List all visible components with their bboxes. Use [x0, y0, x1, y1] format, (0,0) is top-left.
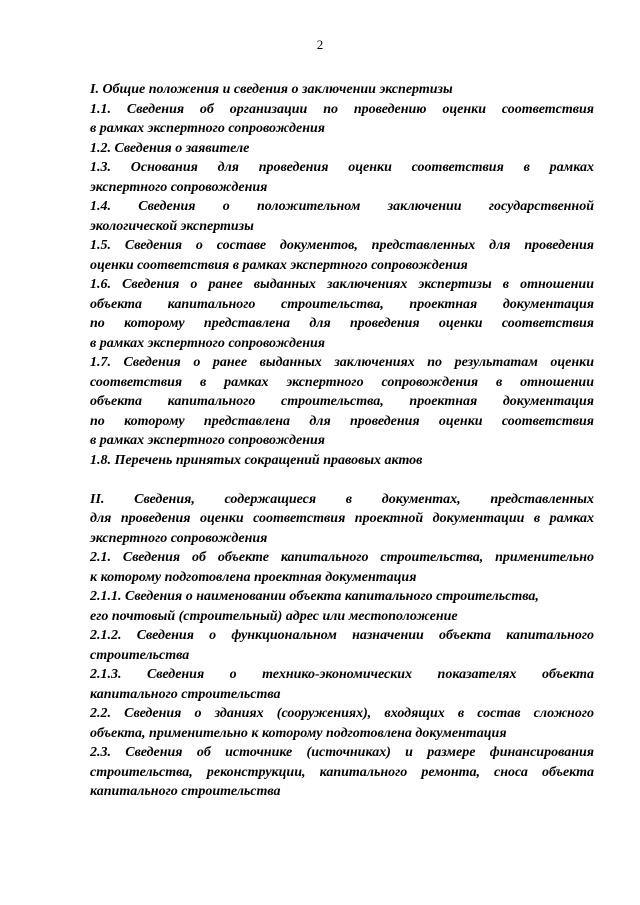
toc-entry-line: в рамках экспертного сопровождения [90, 433, 325, 448]
toc-entry-line: капитального строительства [90, 686, 281, 702]
toc-entry [90, 451, 594, 471]
toc-entry-line: 1.7. Сведения о ранее выданных заключениях по результатам оценки [90, 355, 594, 370]
toc-entry [90, 743, 594, 802]
toc-entry-line: 1.8. Перечень принятых сокращений правовых актов [90, 452, 423, 468]
toc-entry [90, 490, 594, 549]
toc-entry [90, 626, 594, 665]
toc-entry [90, 275, 594, 353]
toc-entry [90, 353, 594, 451]
section-spacer [90, 470, 594, 490]
toc-entry-line: 1.3. Основания для проведения оценки соответствия в рамках [90, 160, 594, 175]
toc-entry-line: оценки соответствия в рамках экспертного сопровождения [90, 257, 468, 273]
toc-entry-line: экспертного сопровождения [90, 179, 268, 195]
toc-entry [90, 236, 594, 275]
toc-entry-line: экспертного сопровождения [90, 530, 268, 546]
toc-entry-line: по которому представлена для проведения оценки соответствия [90, 316, 594, 331]
toc-entry-line: 2.1.2. Сведения о функциональном назначении объекта капитального [90, 628, 594, 643]
toc-entry [90, 197, 594, 236]
toc-entry-line: строительства, реконструкции, капитального ремонта, сноса объекта [90, 764, 594, 780]
toc-entry-line: его почтовый (строительный) адрес или местоположение [90, 608, 458, 624]
toc-entry-line: 1.1. Сведения об организации по проведению оценки соответствия [90, 101, 594, 117]
toc-entry-line: строительства [90, 647, 190, 663]
toc-entry [90, 548, 594, 587]
toc-entry-line: по которому представлена для проведения оценки соответствия [90, 413, 594, 429]
toc-entry [90, 158, 594, 197]
toc-entry [90, 80, 594, 100]
toc-entry [90, 704, 594, 743]
toc-section-2 [90, 490, 594, 802]
toc-entry-line: 1.4. Сведения о положительном заключении государственной [90, 199, 594, 214]
table-of-contents [90, 80, 594, 802]
toc-entry-line: 1.5. Сведения о составе документов, представленных для проведения [90, 238, 594, 253]
toc-entry-line: соответствия в рамках экспертного сопровождения в отношении [90, 374, 594, 390]
toc-entry-line: 2.3. Сведения об источнике (источниках) и размере финансирования [90, 745, 594, 760]
page-number: 2 [316, 37, 324, 52]
toc-entry-line: в рамках экспертного сопровождения [90, 121, 325, 136]
toc-entry [90, 139, 594, 159]
toc-entry-line: 2.1. Сведения об объекте капитального строительства, применительно [90, 550, 594, 565]
toc-entry-line: I. Общие положения и сведения о заключении экспертизы [90, 82, 453, 97]
toc-entry-line: 2.2. Сведения о зданиях (сооружениях), входящих в состав сложного [90, 706, 594, 721]
toc-entry-line: 1.6. Сведения о ранее выданных заключениях экспертизы в отношении [90, 277, 594, 292]
toc-entry-line: 2.1.3. Сведения о технико-экономических показателях объекта [90, 667, 594, 682]
toc-entry-line: капитального строительства [90, 784, 281, 799]
toc-entry-line: объекта капитального строительства, проектная документация [90, 296, 594, 312]
toc-section-1 [90, 80, 594, 470]
toc-entry-line: 1.2. Сведения о заявителе [90, 140, 250, 156]
toc-entry [90, 665, 594, 704]
toc-entry [90, 100, 594, 139]
toc-entry-line: II. Сведения, содержащиеся в документах, представленных [90, 491, 594, 507]
toc-entry-line: в рамках экспертного сопровождения [90, 335, 325, 351]
toc-entry-line: для проведения оценки соответствия проектной документации в рамках [90, 511, 594, 526]
toc-entry-line: объекта капитального строительства, проектная документация [90, 394, 594, 409]
toc-entry-line: к которому подготовлена проектная документация [90, 569, 417, 585]
toc-entry-line: 2.1.1. Сведения о наименовании объекта капитального строительства, [90, 589, 539, 604]
toc-entry [90, 587, 594, 626]
toc-entry-line: объекта, применительно к которому подготовлена документация [90, 725, 507, 741]
toc-entry-line: экологической экспертизы [90, 218, 254, 234]
